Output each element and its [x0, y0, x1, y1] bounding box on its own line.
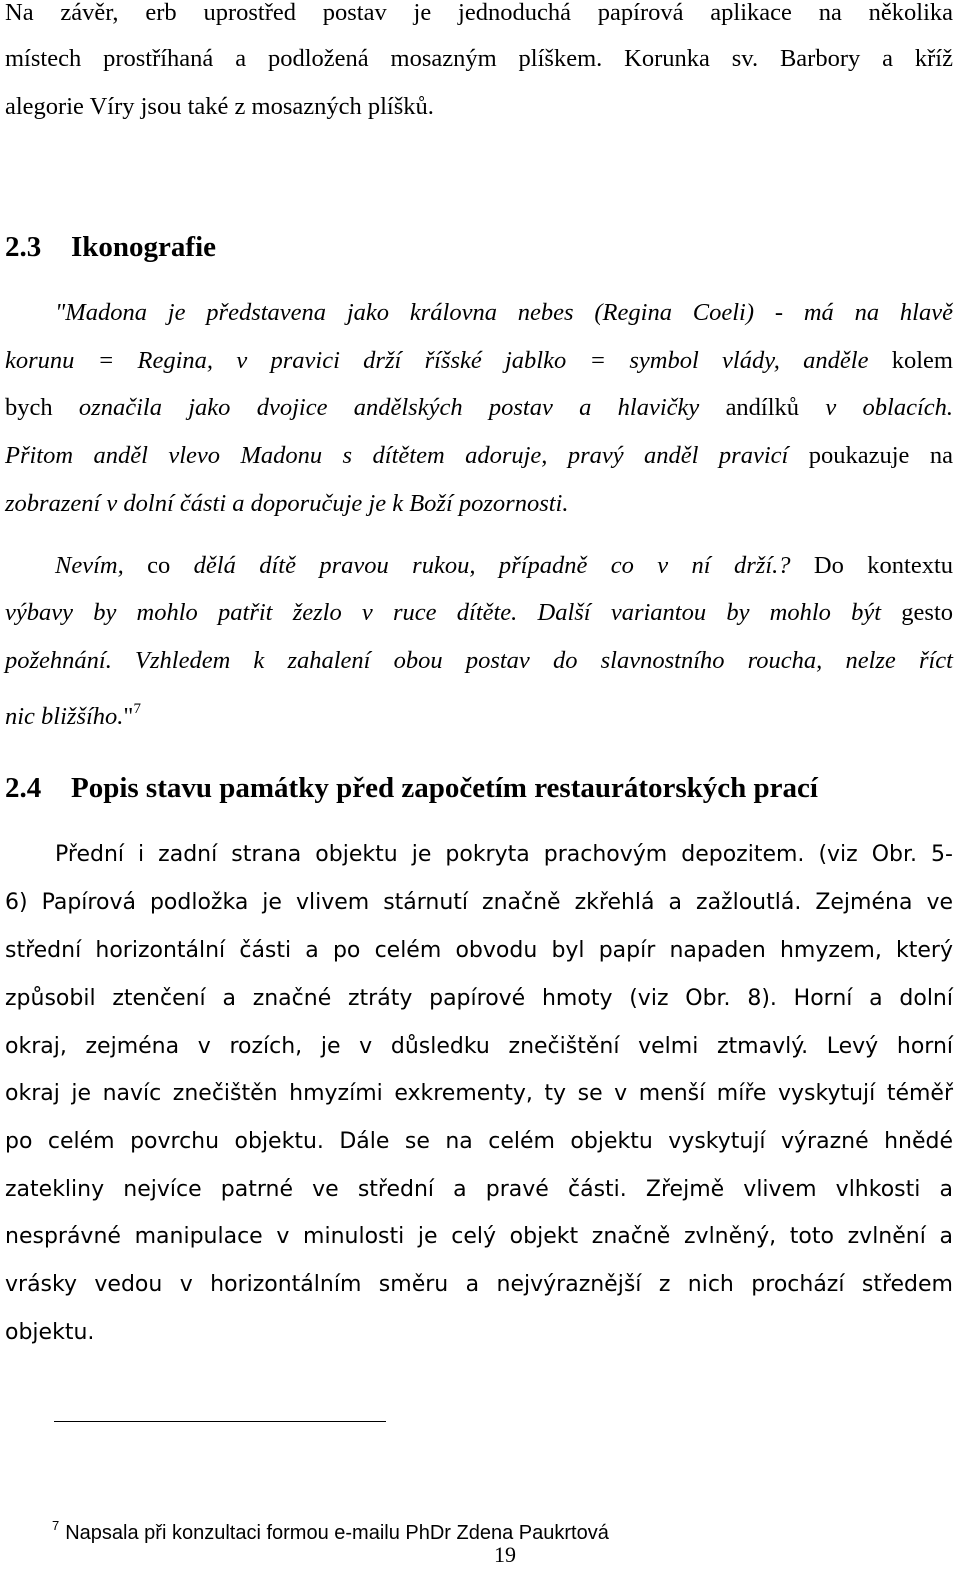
quote-text: v oblacích.	[825, 394, 953, 421]
para2-text: nic bližšího.	[5, 703, 124, 730]
quote-line-2	[5, 346, 953, 376]
para2-line-1	[55, 551, 953, 581]
quote-text: andílků	[725, 394, 826, 421]
para2-line-4	[5, 694, 953, 732]
body-line-4: způsobil ztenčení a značné ztráty papírové hmoty (viz Obr. 8). Horní a dolní	[5, 986, 953, 1011]
quote-line-5	[5, 489, 953, 519]
quote-text: Přitom anděl vlevo Madonu s dítětem adoruje, pravý anděl pravicí	[5, 442, 789, 469]
body-line-7: po celém povrchu objektu. Dále se na celém objektu vyskytují výrazné hnědé	[5, 1129, 953, 1154]
footnote-reference: 7	[133, 701, 141, 717]
quote-text: označila jako dvojice andělských postav a hlavičky	[78, 394, 726, 421]
footnote-text: Napsala při konzultaci formou e-mailu PhDr Zdena Paukrtová	[65, 1522, 609, 1544]
para2-line-3	[5, 646, 953, 676]
page-number: 19	[494, 1542, 516, 1567]
para2-text: Do kontextu	[790, 552, 954, 579]
quote-text: bych	[5, 394, 79, 421]
quote-text: korunu = Regina, v pravici drží říšské jablko = symbol vlády, anděle	[5, 347, 869, 374]
body-line-8: zatekliny nejvíce patrné ve střední a pravé části. Zřejmě vlivem vlhkosti a	[5, 1177, 953, 1202]
para2-text: dělá dítě pravou rukou, případně co v ní drží.?	[170, 552, 791, 579]
body-line-11: objektu.	[5, 1320, 95, 1345]
quote-text: "Madona je představena jako královna nebes (Regina Coeli) - má na hlavě	[55, 299, 953, 326]
para2-text: požehnání. Vzhledem k zahalení obou postav do slavnostního roucha, nelze říct	[5, 647, 953, 674]
intro-line-2: místech prostříhaná a podložená mosazným plíškem. Korunka sv. Barbory a kříž	[5, 45, 953, 72]
intro-line-3: alegorie Víry jsou také z mosazných plíšků.	[5, 93, 434, 120]
intro-line-1: Na závěr, erb uprostřed postav je jednoduchá papírová aplikace na několika	[5, 0, 953, 26]
section-heading-ikonografie	[5, 229, 216, 265]
section-heading-popis-stavu	[5, 770, 818, 806]
para2-text: výbavy by mohlo patřit žezlo v ruce dítěte. Další variantou by mohlo být	[5, 599, 882, 626]
para2-text: co	[147, 552, 171, 579]
section-title: Ikonografie	[71, 231, 216, 263]
body-line-6: okraj je navíc znečištěn hmyzími exkrementy, ty se v menší míře vyskytují téměř	[5, 1081, 953, 1106]
para2-text: "	[123, 703, 134, 730]
quote-text: zobrazení v dolní části a doporučuje je k Boží pozornosti.	[5, 490, 569, 517]
body-line-10: vrásky vedou v horizontálním směru a nejvýraznější z nich prochází středem	[5, 1272, 953, 1297]
quote-text: poukazuje na	[788, 442, 953, 469]
body-line-1: Přední i zadní strana objektu je pokryta prachovým depozitem. (viz Obr. 5-	[55, 842, 953, 867]
quote-line-1	[55, 298, 953, 328]
para2-text: Nevím,	[55, 552, 148, 579]
quote-text: kolem	[868, 347, 953, 374]
quote-line-4	[5, 441, 953, 471]
quote-line-3	[5, 393, 953, 423]
body-line-5: okraj, zejména v rozích, je v důsledku znečištění velmi ztmavlý. Levý horní	[5, 1034, 953, 1059]
body-line-9: nesprávné manipulace v minulosti je celý objekt značně zvlněný, toto zvlnění a	[5, 1224, 953, 1249]
section-number: 2.3	[5, 231, 42, 263]
body-line-2: 6) Papírová podložka je vlivem stárnutí značně zkřehlá a zažloutlá. Zejména ve	[5, 890, 953, 915]
section-title: Popis stavu památky před započetím restaurátorských prací	[71, 772, 818, 804]
section-number: 2.4	[5, 772, 42, 804]
para2-line-2	[5, 598, 953, 628]
para2-text: gesto	[881, 599, 953, 626]
footnote-separator	[54, 1421, 386, 1422]
body-line-3: střední horizontální části a po celém obvodu byl papír napaden hmyzem, který	[5, 938, 953, 963]
footnote-marker: 7	[52, 1518, 60, 1533]
